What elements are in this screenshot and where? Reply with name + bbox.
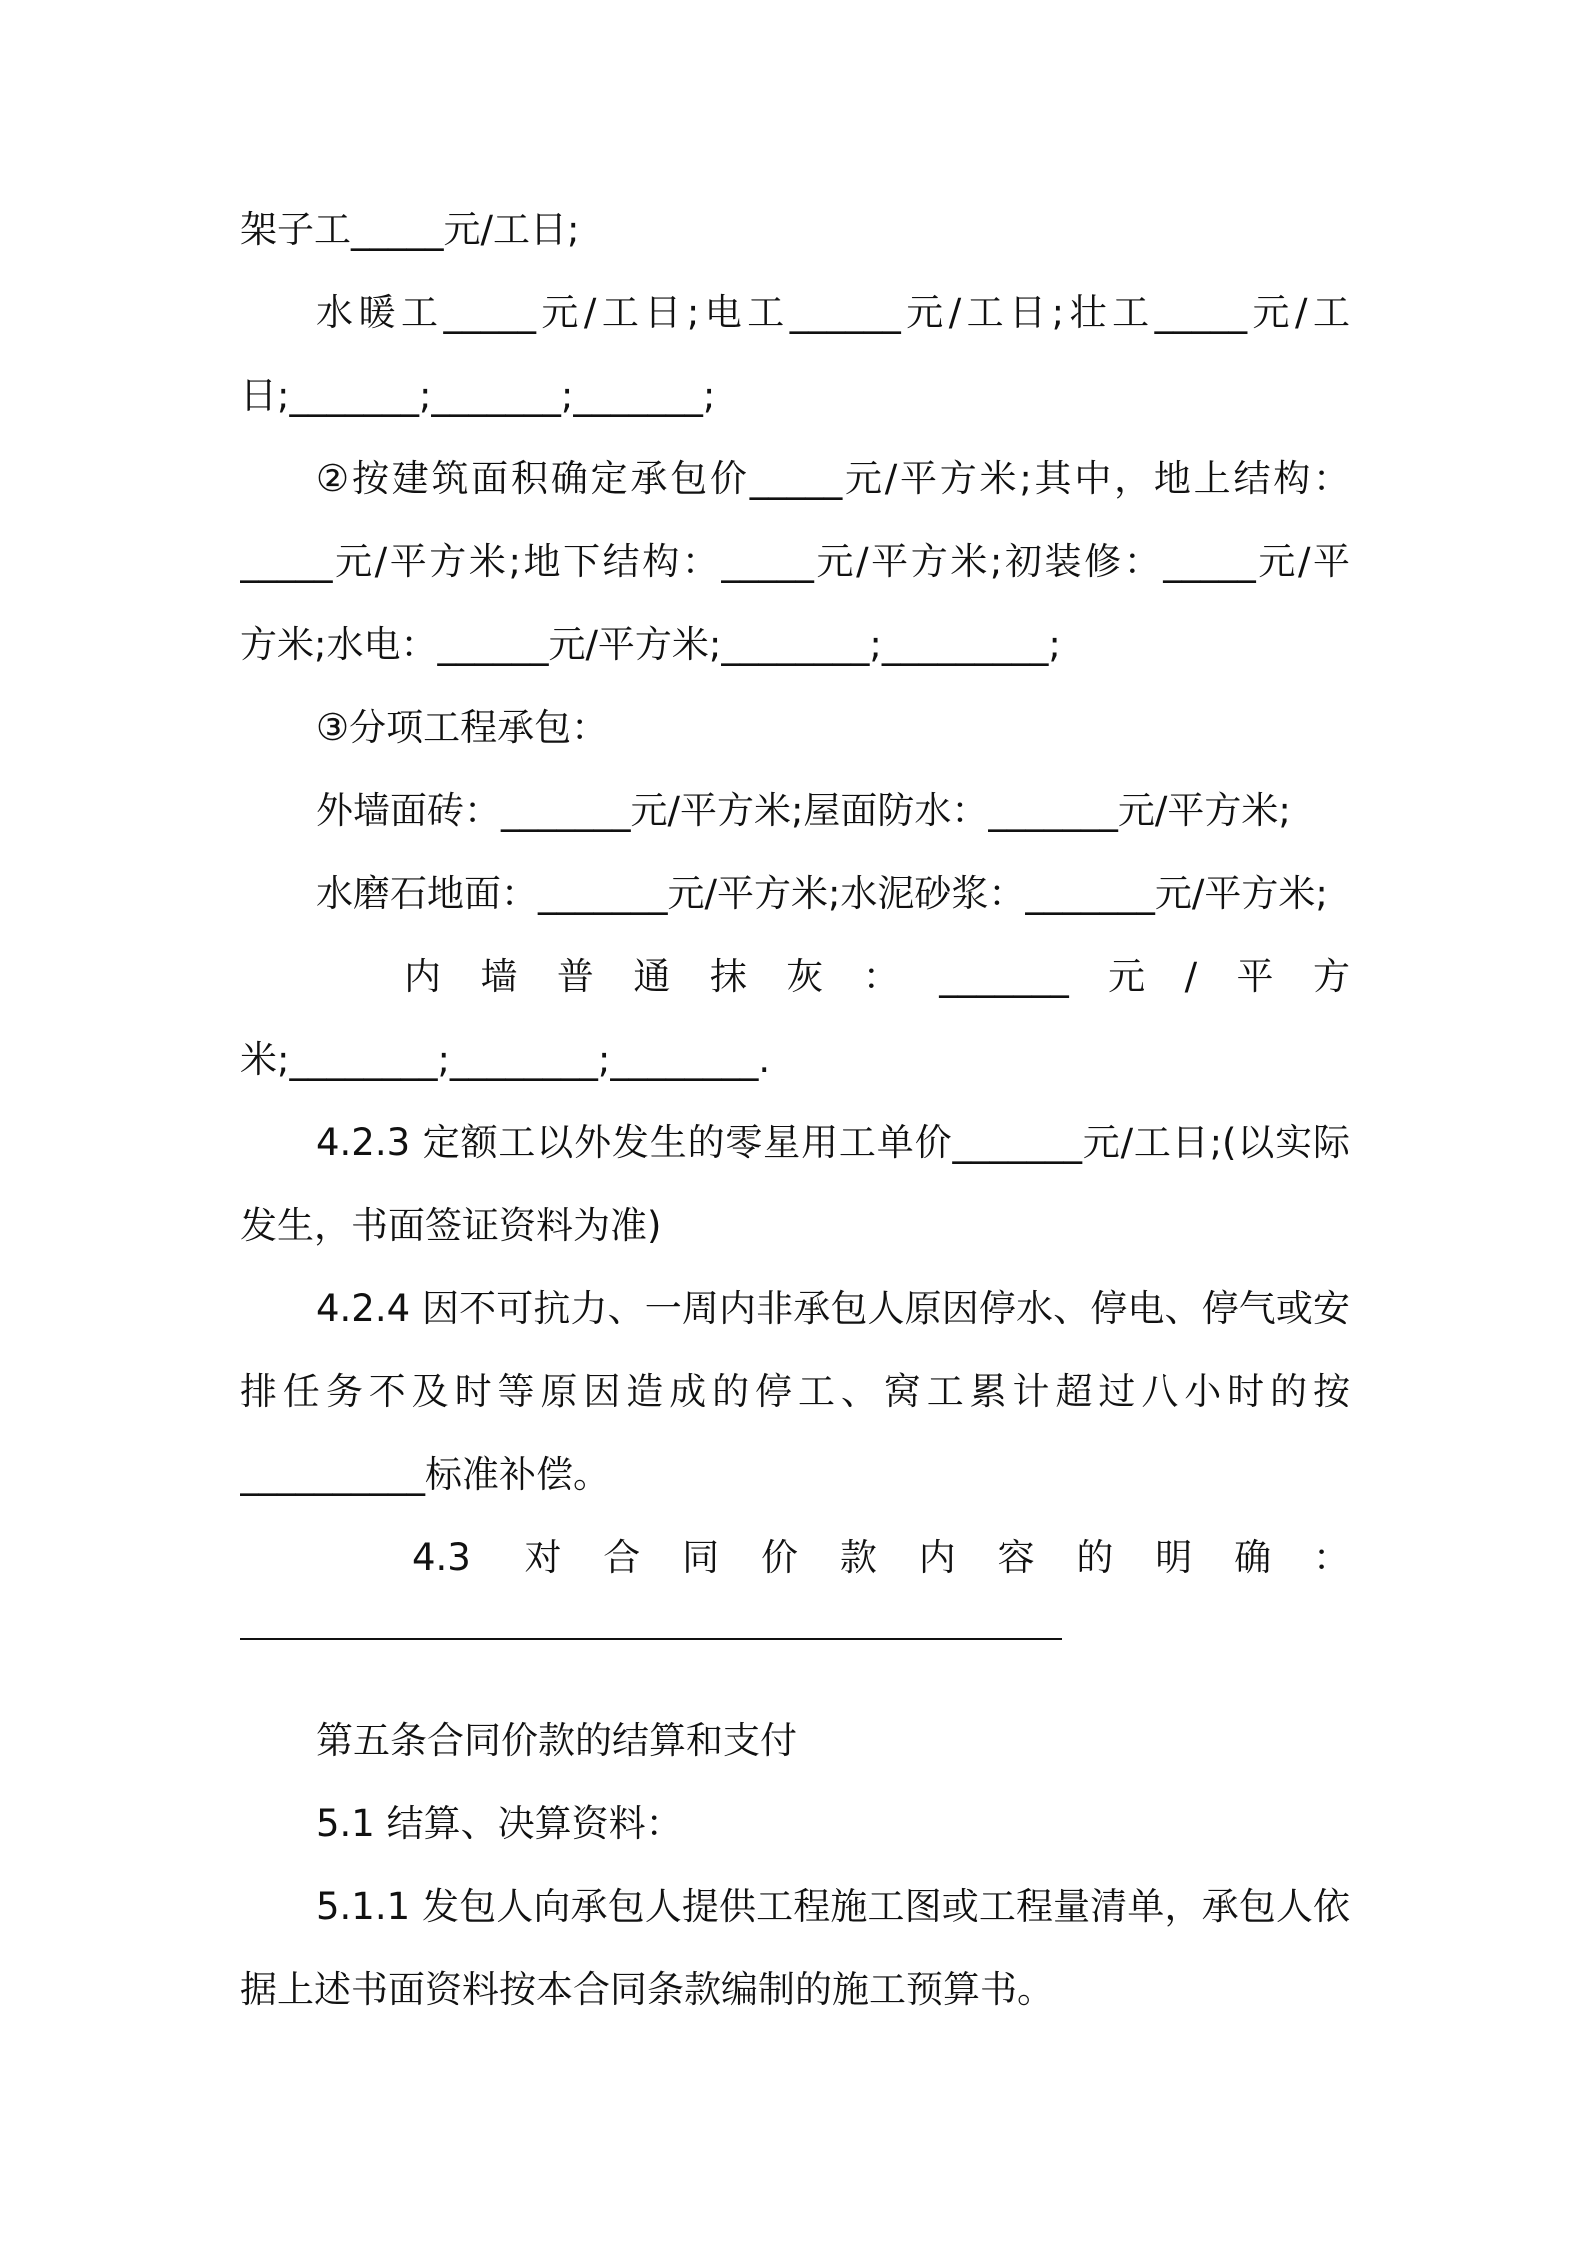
text-line: __________标准补偿。 <box>240 1453 610 1496</box>
text-line: 发生，书面签证资料为准) <box>240 1204 662 1247</box>
text-line: 据上述书面资料按本合同条款编制的施工预算书。 <box>240 1968 1054 2011</box>
section-heading: 第五条合同价款的结算和支付 <box>316 1719 797 1762</box>
text-line: _____元/平方米;地下结构：_____元/平方米;初装修：_____元/平 <box>240 540 1350 583</box>
text-line: 4.2.3 定额工以外发生的零星用工单价_______元/工日;(以实际 <box>316 1121 1350 1164</box>
fill-in-blank-line <box>240 1638 1062 1640</box>
text-line: 内墙普通抹灰：_______元/平方 <box>404 955 1350 998</box>
text-line: 架子工_____元/工日; <box>240 208 580 251</box>
text-line: 米;________;________;________. <box>240 1038 771 1081</box>
text-line: 方米;水电：______元/平方米;________;_________; <box>240 623 1061 666</box>
text-line: 5.1 结算、决算资料： <box>316 1802 683 1845</box>
text-line: 日;_______;_______;_______; <box>240 374 716 417</box>
text-line: 排任务不及时等原因造成的停工、窝工累计超过八小时的按 <box>240 1370 1350 1413</box>
text-line: 5.1.1 发包人向承包人提供工程施工图或工程量清单，承包人依 <box>316 1885 1350 1928</box>
text-line: ②按建筑面积确定承包价_____元/平方米;其中，地上结构： <box>316 457 1350 500</box>
text-line: 水磨石地面：_______元/平方米;水泥砂浆：_______元/平方米; <box>316 872 1328 915</box>
text-line: 4.2.4 因不可抗力、一周内非承包人原因停水、停电、停气或安 <box>316 1287 1350 1330</box>
text-line: ③分项工程承包： <box>316 706 609 749</box>
text-line: 外墙面砖：_______元/平方米;屋面防水：_______元/平方米; <box>316 789 1291 832</box>
text-line: 水暖工_____元/工日;电工______元/工日;壮工_____元/工 <box>316 291 1350 334</box>
text-line: 4.3 对合同价款内容的明确： <box>412 1536 1350 1579</box>
